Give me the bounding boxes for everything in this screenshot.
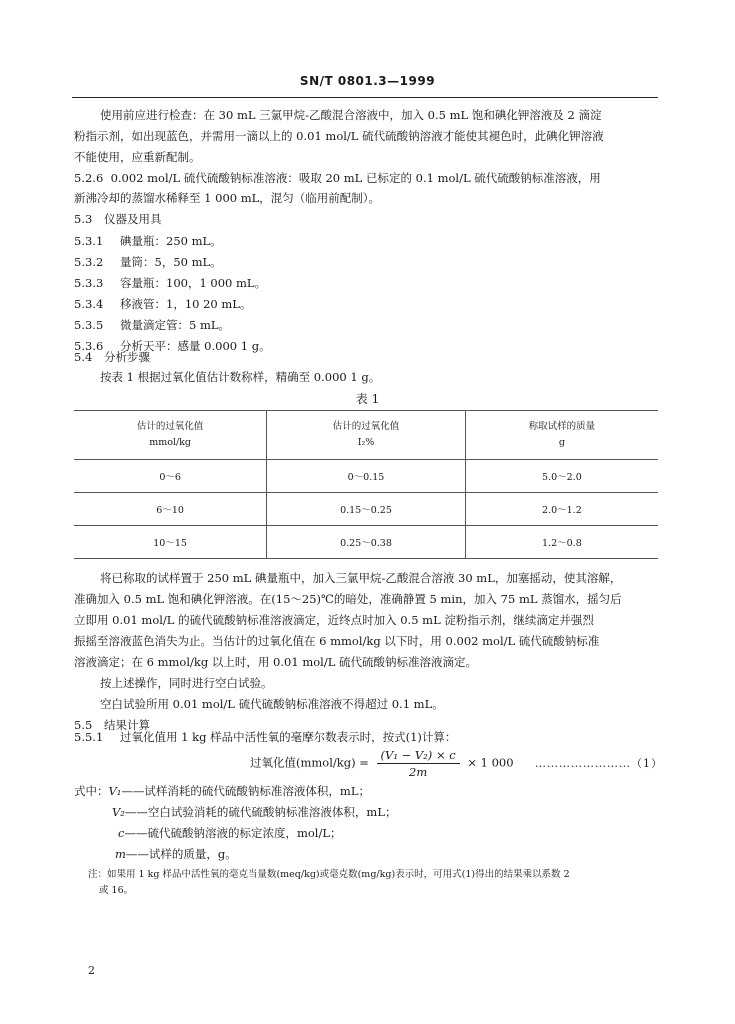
- variable-desc: ——空白试验消耗的硫代硫酸钠标准溶液体积，mL；: [124, 805, 397, 819]
- paragraph-line: 新沸冷却的蒸馏水稀释至 1 000 mL，混匀（临用前配制）。: [74, 191, 381, 205]
- paragraph-line: 振摇至溶液蓝色消失为止。当估计的过氧化值在 6 mmol/kg 以下时，用 0.002 mol/L 硫代硫酸钠标准: [74, 634, 600, 648]
- item-text: 移液管：1，10 20 mL。: [120, 297, 252, 311]
- item-text: 容量瓶：100，1 000 mL。: [120, 276, 267, 290]
- section-number: 5.5: [74, 718, 93, 732]
- section-title: 分析步骤: [104, 350, 150, 364]
- formula-lhs: 过氧化值(mmol/kg) =: [250, 755, 369, 770]
- column-header: 估计的过氧化值 I₂%: [267, 411, 466, 460]
- table-cell: 0.15～0.25: [267, 493, 466, 526]
- column-header: 称取试样的质量 g: [465, 411, 658, 460]
- item-number: 5.3.2: [74, 255, 104, 269]
- table-cell: 6～10: [74, 493, 267, 526]
- list-item: [74, 233, 222, 249]
- variable-prefix: 式中：: [74, 784, 109, 798]
- header-rule: [72, 97, 658, 98]
- variable-desc: ——硫代硫酸钠溶液的标定浓度，mol/L；: [124, 826, 342, 840]
- page-number: 2: [88, 964, 95, 977]
- section-text: 过氧化值用 1 kg 样品中活性氧的毫摩尔数表示时，按式(1)计算：: [120, 730, 457, 744]
- paragraph-line: 准确加入 0.5 mL 饱和碘化钾溶液。在(15～25)℃的暗处，准确静置 5 min，加入 75 mL 蒸馏水，摇匀后: [74, 592, 622, 606]
- table-cell: 0.25～0.38: [267, 526, 466, 559]
- paragraph-line: 使用前应进行检查：在 30 mL 三氯甲烷-乙酸混合溶液中，加入 0.5 mL 饱和碘化钾溶液及 2 滴淀: [100, 108, 602, 122]
- list-item: [74, 296, 251, 312]
- section-5-5-1-text: [74, 729, 456, 745]
- list-item: [74, 275, 266, 291]
- paragraph-line: 溶液滴定；在 6 mmol/kg 以上时，用 0.01 mol/L 硫代硫酸钠标准溶液滴定。: [74, 655, 477, 669]
- variable-symbol: c: [118, 826, 125, 840]
- paragraph-line: 不能使用，应重新配制。: [74, 150, 201, 164]
- table-cell: 2.0～1.2: [465, 493, 658, 526]
- footnote-line: 注：如果用 1 kg 样品中活性氧的毫克当量数(meq/kg)或毫克数(mg/kg)表示时，可用式(1)得出的结果乘以系数 2: [88, 869, 570, 880]
- section-title: 结果计算: [104, 718, 150, 732]
- table-row: [74, 460, 658, 493]
- item-text: 分析天平：感量 0.000 1 g。: [120, 339, 271, 353]
- paragraph-line: 空白试验所用 0.01 mol/L 硫代硫酸钠标准溶液不得超过 0.1 mL。: [100, 697, 444, 711]
- variable-symbol: V₁: [108, 784, 122, 798]
- data-table: [74, 410, 658, 559]
- section-number: 5.5.1: [74, 730, 104, 744]
- table-cell: 0～6: [74, 460, 267, 493]
- section-5-4-heading-text: [74, 349, 150, 365]
- formula-denominator: 2m: [409, 765, 428, 779]
- item-text: 碘量瓶：250 mL。: [120, 234, 222, 248]
- item-number: 5.3.1: [74, 234, 104, 248]
- section-number: 5.4: [74, 350, 93, 364]
- item-number: 5.3.5: [74, 318, 104, 332]
- section-number: 5.3: [74, 212, 93, 226]
- list-item: [74, 317, 230, 333]
- variable-definition: [74, 783, 370, 799]
- section-number: 5.2.6: [74, 171, 104, 185]
- formula-numerator: (V₁ − V₂) × c: [377, 748, 460, 764]
- table-row: [74, 493, 658, 526]
- formula-tail: × 1 000: [467, 755, 514, 770]
- table-cell: 10～15: [74, 526, 267, 559]
- variable-definition: [112, 804, 396, 820]
- paragraph-line: 立即用 0.01 mol/L 的硫代硫酸钠标准溶液滴定，近终点时加入 0.5 mL 淀粉指示剂，继续滴定并强烈: [74, 613, 594, 627]
- section-5-3-heading: [74, 211, 162, 227]
- item-number: 5.3.3: [74, 276, 104, 290]
- table-caption: 表 1: [355, 392, 380, 406]
- formula-fraction: [377, 748, 460, 779]
- equation-number: ……………………（1）: [535, 757, 663, 770]
- paragraph-line: 粉指示剂，如出现蓝色，并需用一滴以上的 0.01 mol/L 硫代硫酸钠溶液才能使其褪色时，此碘化钾溶液: [74, 129, 604, 143]
- variable-definition: [118, 825, 341, 841]
- variable-desc: ——试样的质量，g。: [125, 847, 237, 861]
- variable-symbol: V₂: [112, 805, 125, 819]
- table-header-row: [74, 411, 658, 460]
- table-cell: 1.2～0.8: [465, 526, 658, 559]
- variable-symbol: m: [115, 847, 126, 861]
- list-item: [74, 254, 222, 270]
- item-text: 微量滴定管：5 mL。: [120, 318, 231, 332]
- page-header: SN/T 0801.3—1999: [299, 74, 436, 88]
- variable-desc: ——试样消耗的硫代硫酸钠标准溶液体积，mL；: [121, 784, 370, 798]
- variable-definition: [115, 846, 237, 862]
- item-number: 5.3.6: [74, 339, 104, 353]
- item-text: 量筒：5，50 mL。: [120, 255, 222, 269]
- item-number: 5.3.4: [74, 297, 104, 311]
- section-text: 0.002 mol/L 硫代硫酸钠标准溶液：吸取 20 mL 已标定的 0.1 mol/L 硫代硫酸钠标准溶液，用: [110, 171, 601, 185]
- section-title: 仪器及用具: [104, 212, 162, 226]
- footnote-line: 或 16。: [99, 885, 134, 896]
- formula: [250, 748, 514, 779]
- section-5-2-6: [74, 170, 601, 186]
- column-header: 估计的过氧化值 mmol/kg: [74, 411, 267, 460]
- paragraph-line: 将已称取的试样置于 250 mL 碘量瓶中，加入三氯甲烷-乙酸混合溶液 30 mL，加塞摇动，使其溶解，: [100, 571, 622, 585]
- table-cell: 5.0～2.0: [465, 460, 658, 493]
- paragraph-line: 按上述操作，同时进行空白试验。: [100, 676, 273, 690]
- table-row: [74, 526, 658, 559]
- paragraph-line: 按表 1 根据过氧化值估计数称样，精确至 0.000 1 g。: [100, 370, 381, 384]
- table-cell: 0～0.15: [267, 460, 466, 493]
